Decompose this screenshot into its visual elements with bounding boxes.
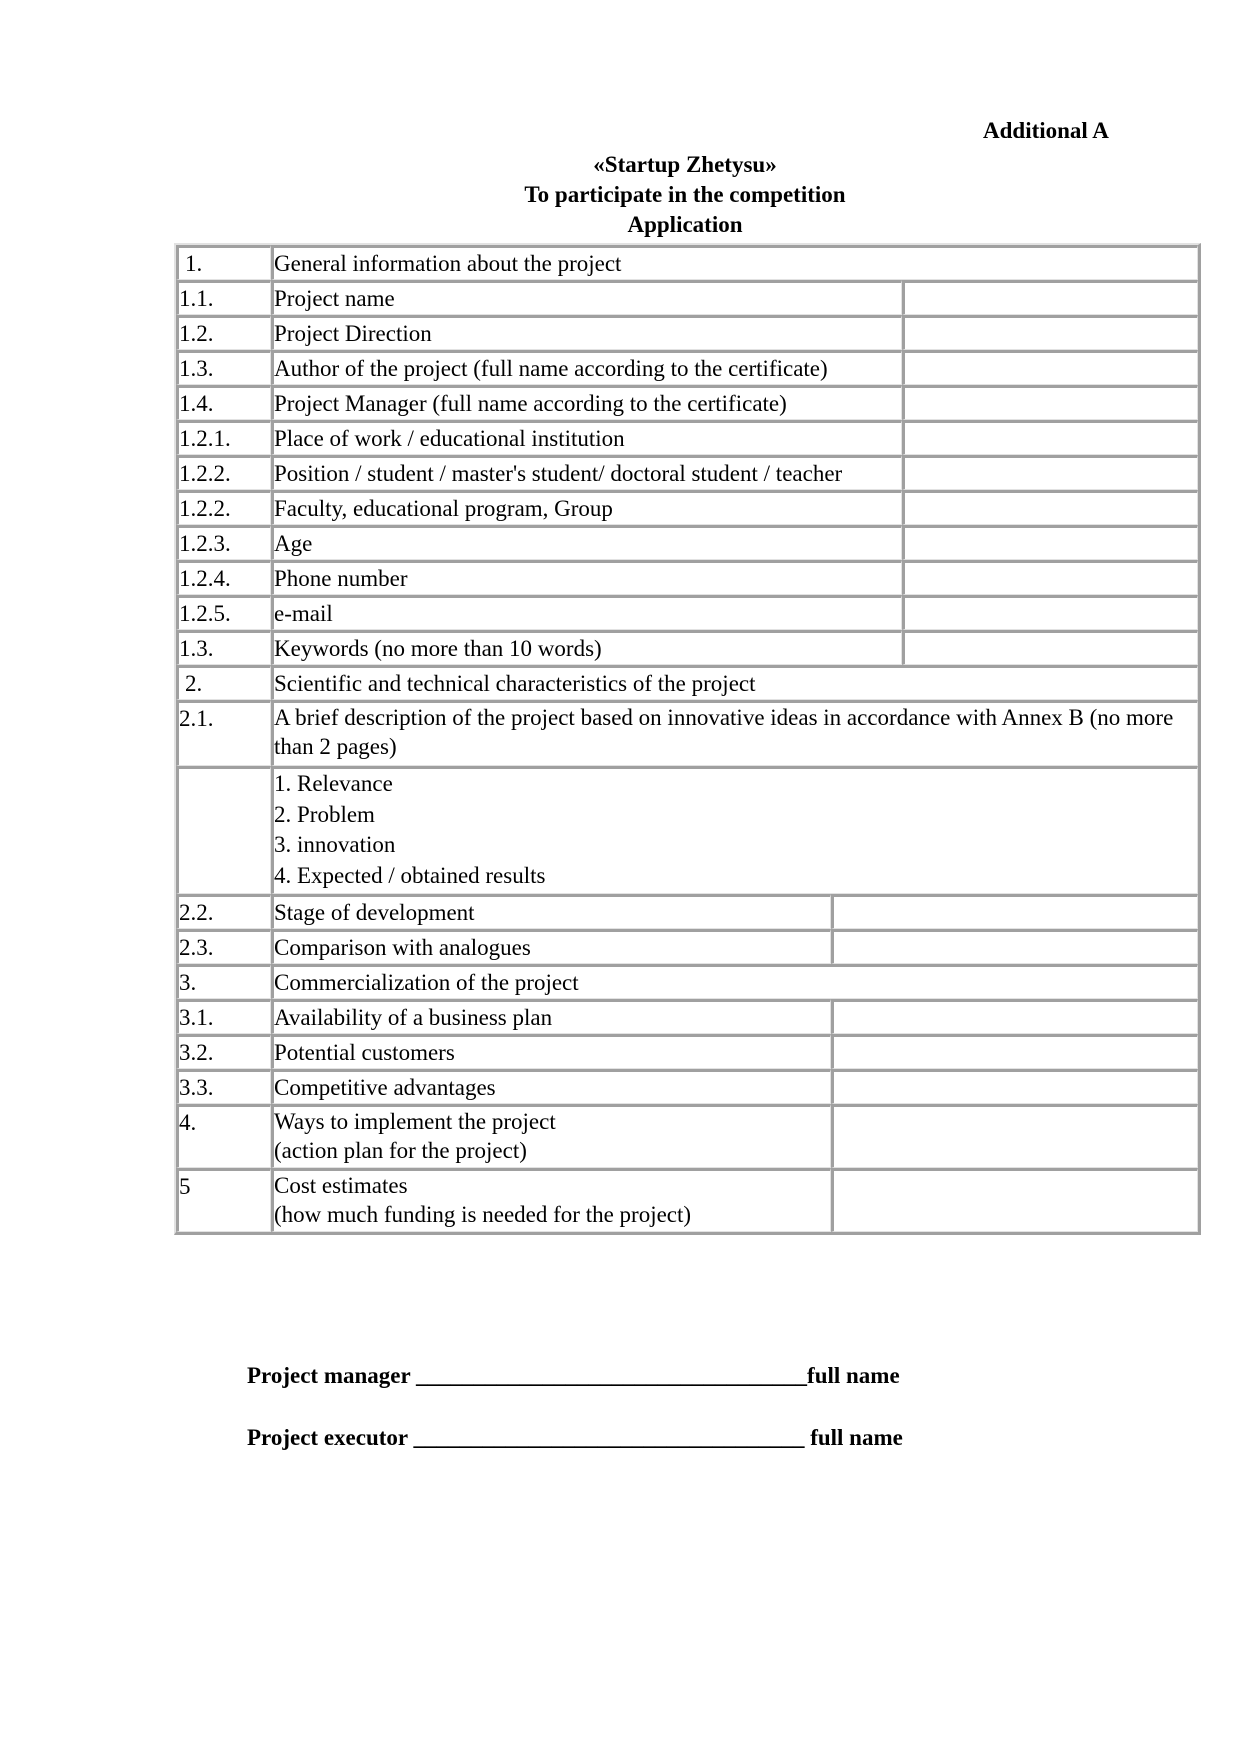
table-row (176, 894, 1198, 929)
table-row (176, 700, 1198, 766)
table-row (176, 280, 1198, 315)
section-heading: Scientific and technical characteristics of the project (271, 665, 1198, 700)
project-name-field[interactable] (902, 280, 1198, 315)
title-application: Application (627, 212, 743, 237)
table-row (176, 665, 1198, 700)
manager-label: Project manager (247, 1363, 411, 1388)
list-item: 3. innovation (274, 832, 396, 857)
row-number: 1.1. (176, 280, 271, 315)
manager-signature-field[interactable]: __________________________________ (416, 1363, 808, 1388)
table-row (176, 525, 1198, 560)
table-row (176, 595, 1198, 630)
cost-estimates-field[interactable] (831, 1168, 1198, 1232)
business-plan-field[interactable] (831, 999, 1198, 1034)
row-number: 1.2.5. (176, 595, 271, 630)
competitive-advantages-field[interactable] (831, 1069, 1198, 1104)
comparison-with-analogues-field[interactable] (831, 929, 1198, 964)
annex-label: Additional A (983, 118, 1109, 143)
row-number: 1.2.3. (176, 525, 271, 560)
field-label: Keywords (no more than 10 words) (271, 630, 902, 665)
table-row (176, 560, 1198, 595)
field-label: Faculty, educational program, Group (271, 490, 902, 525)
section-heading: Commercialization of the project (271, 964, 1198, 999)
field-label: Age (271, 525, 902, 560)
row-number: 2.1. (176, 700, 271, 766)
row-number: 1.2.2. (176, 490, 271, 525)
project-direction-field[interactable] (902, 315, 1198, 350)
phone-number-field[interactable] (902, 560, 1198, 595)
table-row (176, 490, 1198, 525)
title-competition-name: «Startup Zhetysu» (593, 152, 777, 177)
application-form-table (174, 243, 1201, 1235)
list-item: 2. Problem (274, 801, 375, 827)
field-label: Stage of development (271, 894, 831, 929)
row-number: 1.3. (176, 350, 271, 385)
row-number: 1. (176, 245, 271, 280)
field-label: Competitive advantages (271, 1069, 831, 1104)
project-author-field[interactable] (902, 350, 1198, 385)
row-number: 5 (176, 1168, 271, 1232)
row-number: 1.2.2. (176, 455, 271, 490)
row-number: 3.1. (176, 999, 271, 1034)
document-title (174, 150, 1196, 240)
row-number: 3. (176, 964, 271, 999)
field-label: Potential customers (271, 1034, 831, 1069)
field-label-line: (action plan for the project) (274, 1138, 527, 1163)
row-number (176, 766, 271, 894)
email-field[interactable] (902, 595, 1198, 630)
executor-label: Project executor (247, 1425, 408, 1450)
position-field[interactable] (902, 455, 1198, 490)
field-label: Project Direction (271, 315, 902, 350)
executor-signature-line (247, 1425, 903, 1451)
row-number: 1.2.1. (176, 420, 271, 455)
executor-full-name-label: full name (804, 1425, 903, 1450)
field-label: Comparison with analogues (271, 929, 831, 964)
row-number: 4. (176, 1104, 271, 1168)
field-label: Phone number (271, 560, 902, 595)
field-label-line: (how much funding is needed for the project) (274, 1202, 692, 1227)
keywords-field[interactable] (902, 630, 1198, 665)
title-purpose: To participate in the competition (524, 182, 846, 207)
row-number: 1.3. (176, 630, 271, 665)
field-label: A brief description of the project based on innovative ideas in accordance with Annex B (no more than 2 pages) (271, 700, 1198, 766)
table-row (176, 1034, 1198, 1069)
field-label: Project Manager (full name according to the certificate) (271, 385, 902, 420)
field-label: Project name (271, 280, 902, 315)
faculty-field[interactable] (902, 490, 1198, 525)
field-label: e-mail (271, 595, 902, 630)
age-field[interactable] (902, 525, 1198, 560)
table-row (176, 1069, 1198, 1104)
field-label: Place of work / educational institution (271, 420, 902, 455)
field-label-line: Ways to implement the project (274, 1109, 556, 1134)
description-checklist (271, 766, 1198, 894)
table-row (176, 315, 1198, 350)
table-row (176, 766, 1198, 894)
field-label: Author of the project (full name according to the certificate) (271, 350, 902, 385)
potential-customers-field[interactable] (831, 1034, 1198, 1069)
row-number: 2.2. (176, 894, 271, 929)
table-row (176, 964, 1198, 999)
row-number: 1.2.4. (176, 560, 271, 595)
implementation-plan-field[interactable] (831, 1104, 1198, 1168)
field-label (271, 1104, 831, 1168)
manager-full-name-label: full name (807, 1363, 900, 1388)
field-label-line: Cost estimates (274, 1173, 408, 1198)
table-row (176, 385, 1198, 420)
table-row (176, 420, 1198, 455)
list-item: 4. Expected / obtained results (274, 862, 546, 888)
row-number: 3.2. (176, 1034, 271, 1069)
table-row (176, 245, 1198, 280)
row-number: 3.3. (176, 1069, 271, 1104)
table-row (176, 455, 1198, 490)
manager-signature-line (247, 1363, 900, 1389)
table-row (176, 350, 1198, 385)
row-number: 1.4. (176, 385, 271, 420)
field-label: Availability of a business plan (271, 999, 831, 1034)
place-of-work-field[interactable] (902, 420, 1198, 455)
row-number: 2. (176, 665, 271, 700)
table-row (176, 630, 1198, 665)
table-row (176, 1168, 1198, 1232)
section-heading: General information about the project (271, 245, 1198, 280)
executor-signature-field[interactable]: __________________________________ (413, 1425, 805, 1450)
table-row (176, 1104, 1198, 1168)
project-manager-field[interactable] (902, 385, 1198, 420)
row-number: 2.3. (176, 929, 271, 964)
row-number: 1.2. (176, 315, 271, 350)
field-label: Position / student / master's student/ doctoral student / teacher (271, 455, 902, 490)
table-row (176, 929, 1198, 964)
stage-of-development-field[interactable] (831, 894, 1198, 929)
table-row (176, 999, 1198, 1034)
field-label (271, 1168, 831, 1232)
list-item: 1. Relevance (274, 771, 393, 796)
